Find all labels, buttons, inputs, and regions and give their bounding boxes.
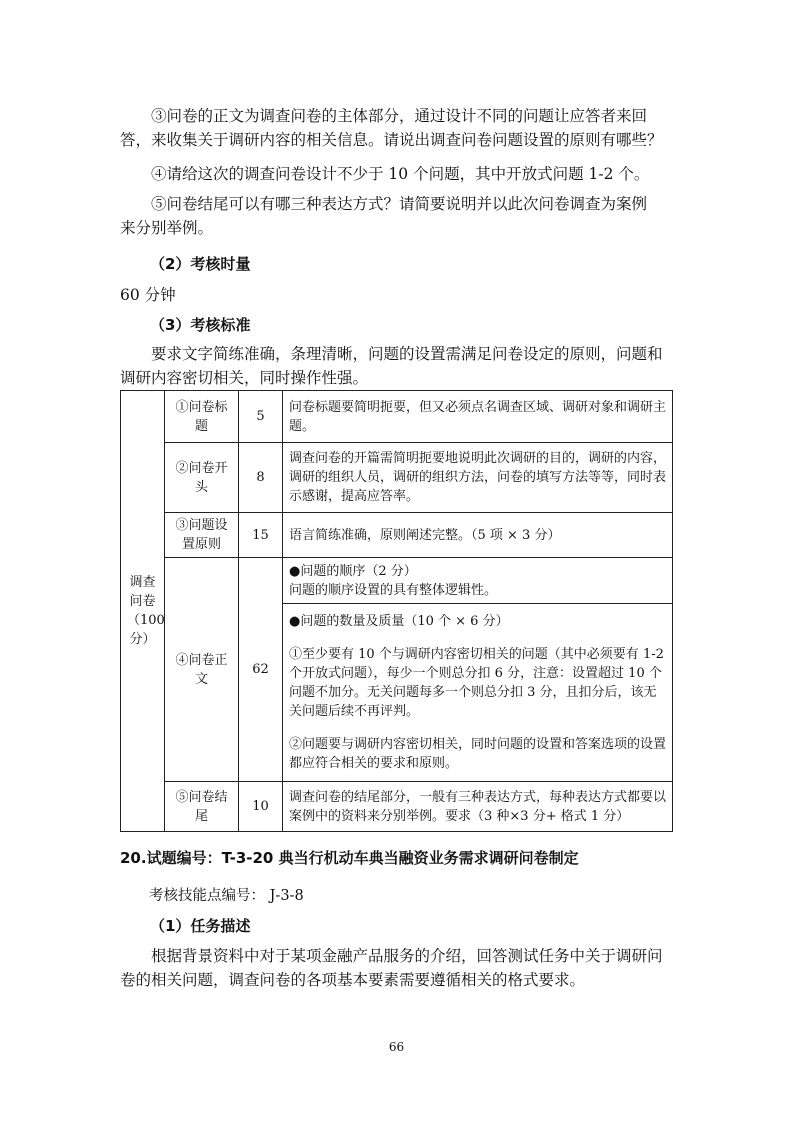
quality-rule-2: ②问题要与调研内容密切相关，同时问题的设置和答案选项的设置都应符合相关的要求和原则。 <box>289 737 667 771</box>
scoring-criteria-table <box>120 390 673 832</box>
item-desc-cell-order <box>283 558 673 604</box>
heading-exam-standard: （3）考核标准 <box>150 316 251 334</box>
paragraph-question-count: ④请给这次的调查问卷设计不少于 10 个问题，其中开放式问题 1-2 个。 <box>151 165 650 183</box>
quality-rule-1: ①至少要有 10 个与调研内容密切相关的问题（其中必须要有 1-2 个开放式问题），每少一个则总分扣 6 分，注意：设置超过 10 个问题不加分。无关问题每多一个则总分扣 3 分，且扣分后，该无关问题后续不再评判。 <box>289 647 664 719</box>
item-name-cell: ②问卷开头 <box>165 443 239 513</box>
exam-time-value: 60 分钟 <box>120 286 176 304</box>
page-number: 66 <box>388 1040 405 1054</box>
item-score-cell: 10 <box>239 782 283 832</box>
table-row <box>121 782 673 832</box>
item-desc-cell: 调查问卷的开篇需简明扼要地说明此次调研的目的，调研的内容，调研的组织人员，调研的组织方法，问卷的填写方法等等，同时表示感谢，提高应答率。 <box>283 443 673 513</box>
skill-point-code: 考核技能点编号： J-3-8 <box>149 888 304 904</box>
table-row <box>121 513 673 558</box>
paragraph-task-description: 根据背景资料中对于某项金融产品服务的介绍，回答测试任务中关于调研问 卷的相关问题，调查问卷的各项基本要素需要遵循相关的格式要求。 <box>120 947 663 989</box>
paragraph-exam-standard: 要求文字简练准确，条理清晰，问题的设置需满足问卷设定的原则，问题和 调研内容密切相关，同时操作性强。 <box>120 345 663 387</box>
category-cell: 调查问卷（100分） <box>121 391 165 832</box>
order-title: ●问题的顺序（2 分） <box>289 563 417 579</box>
item-20-title: 20.试题编号：T-3-20 典当行机动车典当融资业务需求调研问卷制定 <box>120 849 579 867</box>
item-desc-cell: 问卷标题要简明扼要，但又必须点名调查区域、调研对象和调研主题。 <box>283 391 673 443</box>
table-row <box>121 443 673 513</box>
item-score-cell: 15 <box>239 513 283 558</box>
heading-task-description: （1）任务描述 <box>150 917 251 935</box>
item-name-cell: ③问题设置原则 <box>165 513 239 558</box>
order-body: 问题的顺序设置的具有整体逻辑性。 <box>289 582 498 598</box>
item-score-cell: 62 <box>239 558 283 782</box>
quality-title: ●问题的数量及质量（10 个 × 6 分） <box>289 614 509 629</box>
item-desc-cell: 调查问卷的结尾部分，一般有三种表达方式，每种表达方式都要以案例中的资料来分别举例。要求（3 种×3 分+ 格式 1 分） <box>283 782 673 832</box>
item-score-cell: 8 <box>239 443 283 513</box>
item-name-cell: ①问卷标题 <box>165 391 239 443</box>
paragraph-ending-methods: ⑤问卷结尾可以有哪三种表达方式？请简要说明并以此次问卷调查为案例 来分别举例。 <box>120 195 648 237</box>
item-name-cell: ④问卷正文 <box>165 558 239 782</box>
item-name-cell: ⑤问卷结尾 <box>165 782 239 832</box>
item-desc-cell-quality <box>283 604 673 782</box>
item-desc-cell: 语言简练准确，原则阐述完整。（5 项 × 3 分） <box>283 513 673 558</box>
table-row <box>121 558 673 604</box>
heading-exam-time: （2）考核时量 <box>150 255 251 273</box>
item-score-cell: 5 <box>239 391 283 443</box>
table-row <box>121 391 673 443</box>
paragraph-questionnaire-body: ③问卷的正文为调查问卷的主体部分，通过设计不同的问题让应答者来回 答，来收集关于调研内容的相关信息。请说出调查问卷问题设置的原则有哪些？ <box>120 107 663 149</box>
